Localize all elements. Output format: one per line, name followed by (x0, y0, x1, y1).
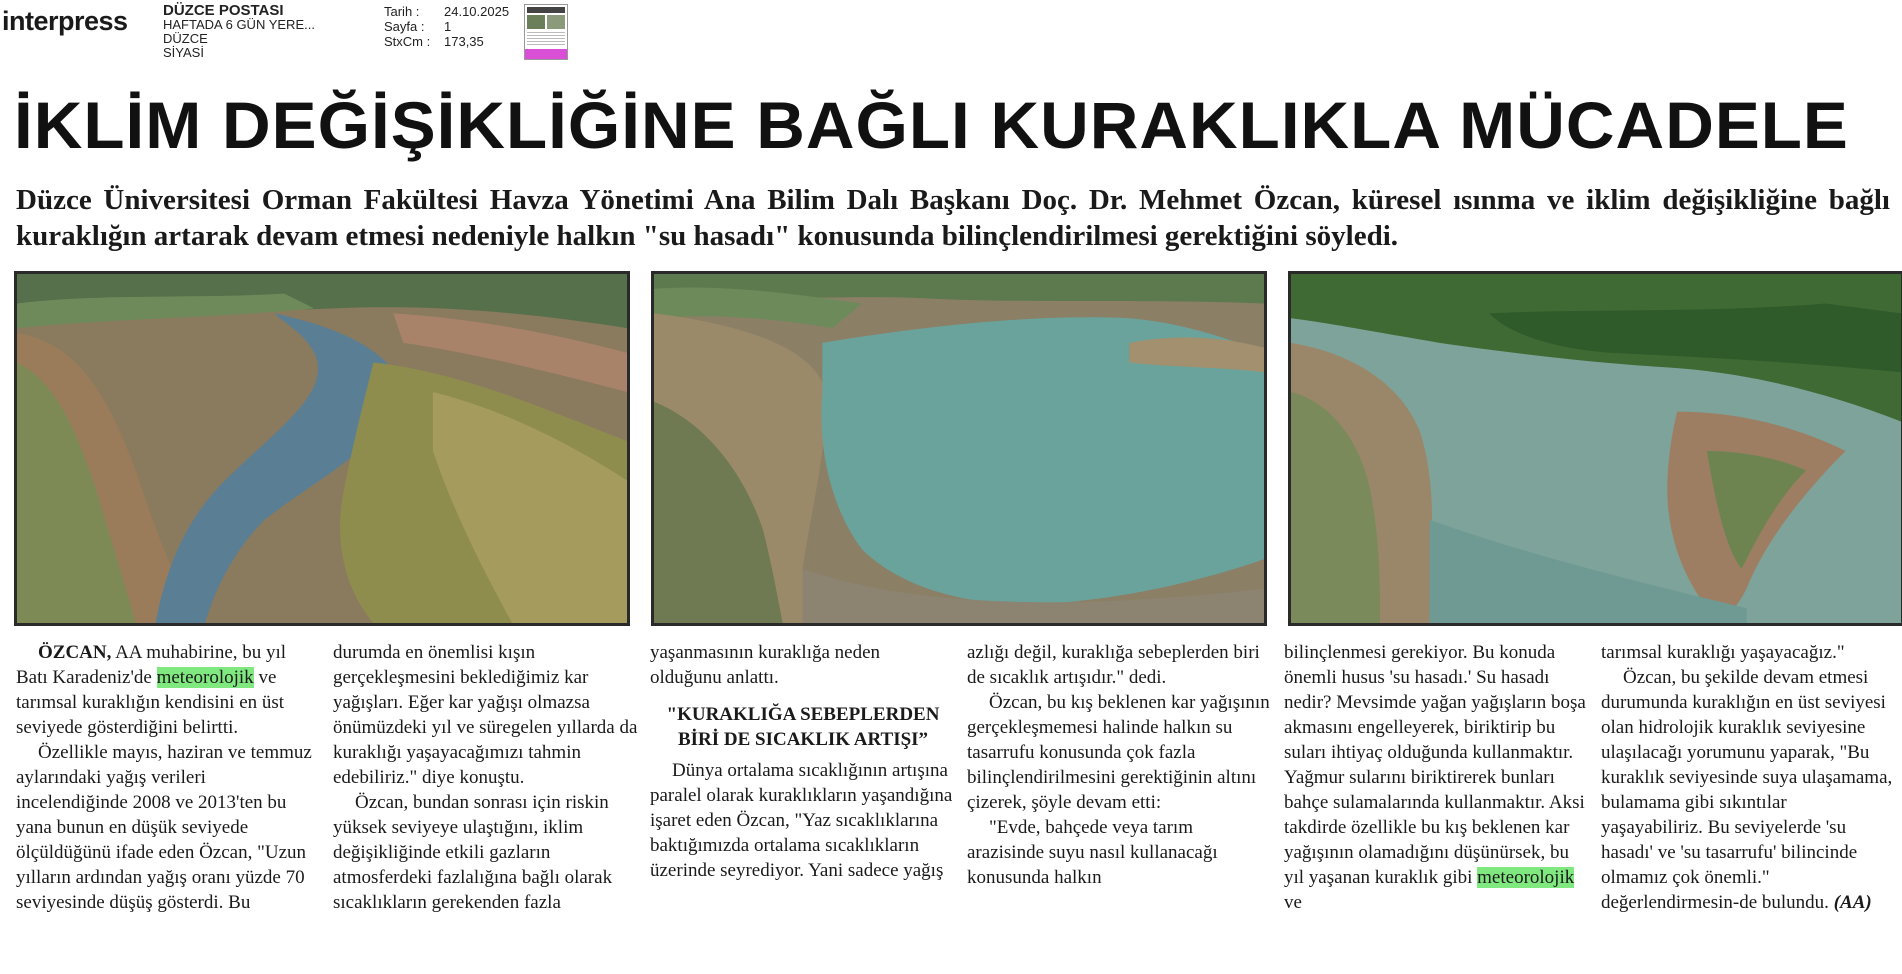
photo-river-channel (14, 271, 630, 626)
article-column-5: bilinçlenmesi gerekiyor. Bu konuda önemli husus 'su hasadı.' Su hasadı nedir? Mevsimde yağan yağışların boşa akmasını engelleyerek, biriktirip bu suları ihtiyaç olduğunda kullanmaktır. Yağmur sularını biriktirerek bunları bahçe sulamalarında kullanmaktır. Aksi takdirde özellikle bu kış beklenen kar yağışının olamadığını düşünürsek, bu yıl yaşanan kuraklık gibi meteorolojik ve (1284, 642, 1586, 913)
article-column-2 (333, 640, 639, 915)
article-column-6: tarımsal kuraklığı yaşayacağız." Özcan, bu şekilde devam etmesi durumunda kuraklığın en üst seviyesi olan hidrolojik kuraklık seviyesine ulaşılacağı yorumunu yaparak, "Bu kuraklık seviyesinde suya ulaşamama, bulamama gibi sıkıntılar yaşayabiliriz. Bu seviyelerde 'su hasadı' ve 'su tasarrufu' bilincinde olmamız çok önemli." değerlendirmesin-de bulundu. (AA) (1601, 642, 1893, 913)
date-value: 24.10.2025 (444, 4, 510, 19)
page-thumbnail[interactable] (524, 4, 568, 60)
publication-city: DÜZCE (163, 31, 208, 46)
paragraph: tarımsal kuraklığı yaşayacağız." (1601, 642, 1845, 663)
paragraph: Dünya ortalama sıcaklığının artışına paralel olarak kuraklıkların yaşandığına işaret eden Özcan, "Yaz sıcaklıklarına baktığımızda ortalama sıcaklıkların üzerinde seyrediyor. Yani sadece yağış (650, 760, 953, 881)
paragraph: "Evde, bahçede veya tarım arazisinde suyu nasıl kullanacağı konusunda halkın (967, 817, 1218, 888)
clipping-header (0, 0, 600, 62)
publication-name: DÜZCE POSTASI (163, 2, 284, 19)
publication-category: SİYASİ (163, 45, 204, 60)
paragraph: Özcan, bu kış beklenen kar yağışının gerçekleşmemesi halinde halkın su tasarrufu konusunda çok fazla bilinçlendirilmesini gerektiğinin altını çizerek, şöyle devam etti: (967, 692, 1270, 813)
date-label: Tarih : (384, 4, 420, 19)
paragraph: Özcan, bundan sonrası için riskin yüksek seviyeye ulaştığını, iklim değişikliğinde etkili gazların atmosferdeki fazlalığına bağlı olarak sıcaklıkların gerekenden fazla (333, 792, 613, 913)
publication-frequency: HAFTADA 6 GÜN YERE... (163, 17, 315, 32)
interpress-logo: interpress (2, 6, 128, 36)
paragraph: azlığı değil, kuraklığa sebeplerden biri de sıcaklık artışıdır." dedi. (967, 642, 1260, 688)
article-subhead: Düzce Üniversitesi Orman Fakültesi Havza Yönetimi Ana Bilim Dalı Başkanı Doç. Dr. Mehmet Özcan, küresel ısınma ve iklim değişikliğine bağlı kuraklığın artarak devam etmesi nedeniyle halkın "su hasadı" konusunda bilinçlendirilmesi gerektiğini söyledi. (16, 184, 1890, 252)
photo-reservoir (651, 271, 1267, 626)
highlighted-term: meteorolojik (156, 667, 254, 688)
size-label: StxCm : (384, 34, 431, 49)
article-column-3 (650, 640, 956, 883)
article-headline: İKLİM DEĞİŞİKLİĞİNE BAĞLI KURAKLIKLA MÜCADELE (14, 88, 1849, 162)
page-label: Sayfa : (384, 19, 425, 34)
lead-name: ÖZCAN, (38, 642, 112, 663)
article-column-4 (967, 640, 1273, 890)
paragraph: durumda en önemlisi kışın gerçekleşmesini beklediğimiz kar yağışları. Eğer kar yağışı olmazsa önümüzdeki yıl ve süregelen yıllarda da kuraklığı yaşayacağımızı tahmin edebiliriz." diye konuştu. (333, 642, 638, 788)
size-value: 173,35 (444, 34, 484, 49)
paragraph: yaşanmasının kuraklığa neden olduğunu anlattı. (650, 642, 881, 688)
source-credit: (AA) (1833, 892, 1872, 913)
page-value: 1 (444, 19, 452, 34)
publication-info (163, 4, 315, 60)
paragraph: Özellikle mayıs, haziran ve temmuz aylarındaki yağış verileri incelendiğinde 2008 ve 2013'ten bu yana bunun en düşük seviyede ölçüldüğünü ifade eden Özcan, "Uzun yılların ardından yağış oranı yüzde 70 seviyesinde düşüş gösterdi. Bu (16, 742, 312, 913)
highlighted-term: meteorolojik (1477, 867, 1575, 888)
photo-peninsula (1288, 271, 1902, 626)
article-column-1: ÖZCAN, AA muhabirine, bu yıl Batı Karadeniz'de meteorolojik ve tarımsal kuraklığın kendisini en üst seviyede gösterdiğini belirtti. Özellikle mayıs, haziran ve temmuz aylarındaki yağış verileri incelendiğinde 2008 ve 2013'ten bu yana bunun en düşük seviyede ölçüldüğünü ifade eden Özcan, "Uzun yılların ardından yağış oranı yüzde 70 seviyesinde düşüş gösterdi. Bu (16, 640, 322, 915)
inline-subheading: "KURAKLIĞA SEBEPLERDEN BİRİ DE SICAKLIK ARTIŞI” (666, 704, 940, 750)
clipping-meta (384, 4, 509, 49)
